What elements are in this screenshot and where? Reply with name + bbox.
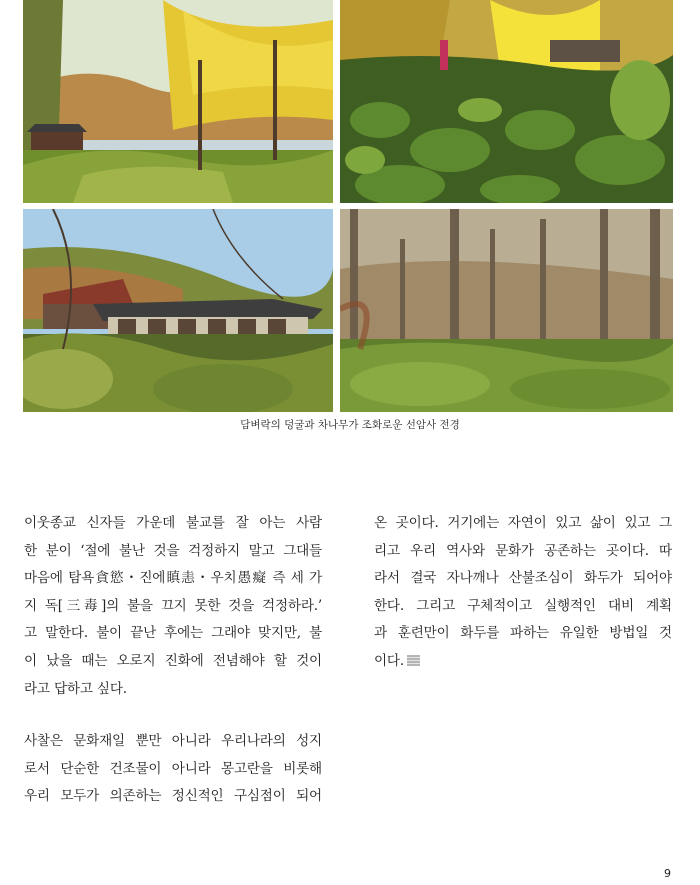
article-line: 지 독[三毒]의 불을 끄지 못한 것을 걱정하라.’: [24, 597, 322, 614]
article-line: 로서 단순한 건조물이 아니라 몽고란을 비롯해: [24, 760, 322, 777]
article-line: 이웃종교 신자들 가운데 불교를 잘 아는 사람: [24, 515, 322, 531]
end-of-article-icon: [407, 655, 420, 666]
seonamsa-temple-buildings-photo: [23, 209, 333, 412]
page-number: 9: [664, 867, 671, 880]
article-line: 과 훈련만이 화두를 파하는 유일한 방법일 것: [374, 625, 672, 642]
tea-bushes-yellow-ginkgo-photo: [340, 0, 673, 203]
article-line: 한다. 그리고 구체적이고 실행적인 대비 계획: [374, 597, 672, 614]
article-line: 라서 결국 자나깨나 산불조심이 화두가 되어야: [374, 570, 672, 587]
article-column-right: [374, 510, 672, 676]
tree-grove-green-tea-field-photo: [340, 209, 673, 412]
article-column-left: [24, 510, 322, 811]
article-line: 우리 모두가 의존하는 정신적인 구심점이 되어: [24, 788, 322, 805]
photo-caption: 담벼락의 덩굴과 차나무가 조화로운 선암사 전경: [240, 419, 460, 431]
article-line-final: [374, 648, 672, 676]
article-line-text: 이다.: [374, 652, 404, 669]
article-line: 마음에 탐욕貪慾・진에瞋恚・우치愚癡 즉 세 가: [24, 570, 322, 587]
article-line: 한 분이 ‘절에 불난 것을 걱정하지 말고 그대들: [24, 542, 322, 559]
article-line: 고 말한다. 불이 끝난 후에는 그래야 맞지만, 불: [24, 625, 322, 642]
article-line: 이 났을 때는 오로지 진화에 전념해야 할 것이: [24, 652, 322, 669]
article-line: 사찰은 문화재일 뿐만 아니라 우리나라의 성지: [24, 733, 322, 750]
autumn-temple-ginkgo-trees-photo: [23, 0, 333, 203]
article-line: 온 곳이다. 거기에는 자연이 있고 삶이 있고 그: [374, 515, 672, 531]
article-line: 라고 답하고 싶다.: [24, 680, 127, 697]
article-line: 리고 우리 역사와 문화가 공존하는 곳이다. 따: [374, 542, 672, 559]
